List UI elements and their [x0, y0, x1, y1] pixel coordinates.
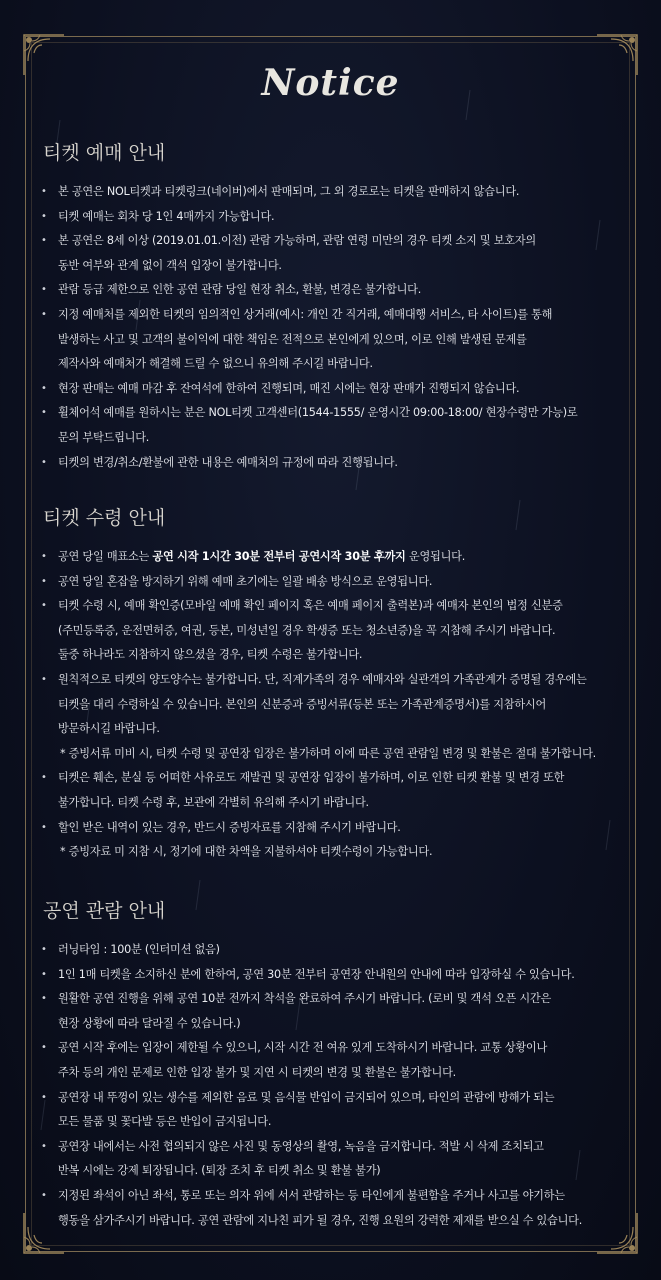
list-item: • 관람 등급 제한으로 인한 공연 관람 당일 현장 취소, 환불, 변경은 불가합니다. — [40, 278, 630, 303]
bullet-icon: • — [41, 456, 47, 468]
list-item: • 원활한 공연 진행을 위해 공연 10분 전까지 착석을 완료하여 주시기 바랍니다. (로비 및 객석 오픈 시간은 현장 상황에 따라 달라질 수 있습니다.) — [40, 987, 630, 1036]
list-item: • 지정 예매처를 제외한 티켓의 임의적인 상거래(예시: 개인 간 직거래, 예매대행 서비스, 타 사이트)를 통해 발생하는 사고 및 고객의 불이익에 대한 책임은 전적으로 본인에게 있으며, 이로 인해 발생된 문제를 제작사와 예매처가 해결해 드릴 수 없으니 유의해 주시길 바랍니다. — [40, 303, 630, 377]
section-title: 티켓 수령 안내 — [43, 507, 166, 529]
note-text: * 증빙서류 미비 시, 티켓 수령 및 공연장 입장은 불가하며 이에 따른 공연 관람일 변경 및 환불은 절대 불가합니다. — [60, 746, 596, 760]
list-item: • 현장 판매는 예매 마감 후 잔여석에 한하여 진행되며, 매진 시에는 현장 판매가 진행되지 않습니다. — [40, 377, 630, 402]
bullet-icon: • — [41, 993, 47, 1005]
list-item: • 1인 1매 티켓을 소지하신 분에 한하여, 공연 30분 전부터 공연장 안내원의 안내에 따라 입장하실 수 있습니다. — [40, 963, 630, 988]
section-title: 공연 관람 안내 — [43, 900, 166, 922]
bullet-icon: • — [41, 1042, 47, 1054]
list-item: • 원칙적으로 티켓의 양도양수는 불가합니다. 단, 직계가족의 경우 예매자와 실관객의 가족관계가 증명될 경우에는 티켓을 대리 수령하실 수 있습니다. 본인의 신분증과 증빙서류(등본 또는 가족관계증명서)를 지참하시어 방문하시길 바랍니다. * 증빙서류 미비 시, 티켓 수령 및 공연장 입장은 불가하며 이에 따른 공연 관람일 변경 및 환불은 절대 불가합니다. — [40, 668, 630, 766]
section-ticket-booking — [40, 140, 630, 475]
notice-list — [40, 180, 630, 475]
list-item: • 티켓은 훼손, 분실 등 어떠한 사유로도 재발권 및 공연장 입장이 불가하며, 이로 인한 티켓 환불 및 변경 또한 불가합니다. 티켓 수령 후, 보관에 각별히 유의해 주시기 바랍니다. — [40, 766, 630, 815]
list-item: • 본 공연은 8세 이상 (2019.01.01.이전) 관람 가능하며, 관람 연령 미만의 경우 티켓 소지 및 보호자의 동반 여부와 관계 없이 객석 입장이 불가합니다. — [40, 229, 630, 278]
bullet-icon: • — [41, 600, 47, 612]
bullet-icon: • — [41, 382, 47, 394]
bullet-icon: • — [41, 308, 47, 320]
list-item: • 휠체어석 예매를 원하시는 분은 NOL티켓 고객센터(1544-1555/ 운영시간 09:00-18:00/ 현장수령만 가능)로 문의 부탁드립니다. — [40, 401, 630, 450]
list-item: • 공연장 내에서는 사전 협의되지 않은 사진 및 동영상의 촬영, 녹음을 금지합니다. 적발 시 삭제 조치되고 반복 시에는 강제 퇴장됩니다. (퇴장 조치 후 티켓 취소 및 환불 불가) — [40, 1135, 630, 1184]
box-office-hours: 공연 시작 1시간 30분 전부터 공연시작 30분 후까지 — [152, 550, 406, 563]
list-item: • 공연 당일 혼잡을 방지하기 위해 예매 초기에는 일괄 배송 방식으로 운영됩니다. — [40, 570, 630, 595]
list-item: • 공연 시작 후에는 입장이 제한될 수 있으니, 시작 시간 전 여유 있게 도착하시기 바랍니다. 교통 상황이나 주차 등의 개인 문제로 인한 입장 불가 및 지연 시 티켓의 변경 및 환불은 불가합니다. — [40, 1036, 630, 1085]
list-item: • 할인 받은 내역이 있는 경우, 반드시 증빙자료를 지참해 주시기 바랍니다. * 증빙자료 미 지참 시, 정기에 대한 차액을 지불하셔야 티켓수령이 가능합니다. — [40, 816, 630, 865]
list-item: • 러닝타임 : 100분 (인터미션 없음) — [40, 938, 630, 963]
bullet-icon: • — [41, 551, 47, 562]
bullet-icon: • — [41, 284, 47, 296]
section-performance-viewing — [40, 898, 630, 1233]
bullet-icon: • — [41, 1189, 47, 1201]
bullet-icon: • — [41, 210, 47, 222]
notice-list — [40, 938, 630, 1233]
bullet-icon: • — [41, 673, 47, 685]
bullet-icon: • — [41, 235, 47, 247]
list-item: • 본 공연은 NOL티켓과 티켓링크(네이버)에서 판매되며, 그 외 경로로는 티켓을 판매하지 않습니다. — [40, 180, 630, 205]
section-ticket-pickup — [40, 505, 630, 865]
list-item: • 티켓의 변경/취소/환불에 관한 내용은 예매처의 규정에 따라 진행됩니다. — [40, 451, 630, 476]
bullet-icon: • — [41, 944, 47, 955]
list-item: • 지정된 좌석이 아닌 좌석, 통로 또는 의자 위에 서서 관람하는 등 타인에게 불편함을 주거나 사고를 야기하는 행동을 삼가주시기 바랍니다. 공연 관람에 지나친 피가 될 경우, 진행 요원의 강력한 제재를 받으실 수 있습니다. — [40, 1184, 630, 1233]
bullet-icon: • — [41, 575, 47, 587]
notice-title: Notice — [261, 62, 400, 104]
bullet-icon: • — [41, 1140, 47, 1152]
bullet-icon: • — [41, 186, 47, 197]
list-item: • 티켓 예매는 회차 당 1인 4매까지 가능합니다. — [40, 205, 630, 230]
list-item: • 공연 당일 매표소는 공연 시작 1시간 30분 전부터 공연시작 30분 후까지 운영됩니다. — [40, 545, 630, 570]
list-item: • 티켓 수령 시, 예매 확인증(모바일 예매 확인 페이지 혹은 예매 페이지 출력본)과 예매자 본인의 법정 신분증 (주민등록증, 운전면허증, 여권, 등본, 미성년일 경우 학생증 또는 청소년증)을 꼭 지참해 주시기 바랍니다. 둘중 하나라도 지참하지 않으셨을 경우, 티켓 수령은 불가합니다. — [40, 594, 630, 668]
section-title: 티켓 예매 안내 — [43, 142, 166, 164]
bullet-icon: • — [41, 968, 47, 980]
notice-list — [40, 545, 630, 865]
bullet-icon: • — [41, 1091, 47, 1103]
list-item: • 공연장 내 뚜껑이 있는 생수를 제외한 음료 및 음식물 반입이 금지되어 있으며, 타인의 관람에 방해가 되는 모든 물품 및 꽃다발 등은 반입이 금지됩니다. — [40, 1086, 630, 1135]
note-text: * 증빙자료 미 지참 시, 정기에 대한 차액을 지불하셔야 티켓수령이 가능합니다. — [60, 845, 433, 859]
bullet-icon: • — [41, 821, 47, 833]
bullet-icon: • — [41, 772, 47, 784]
bullet-icon: • — [41, 407, 47, 419]
